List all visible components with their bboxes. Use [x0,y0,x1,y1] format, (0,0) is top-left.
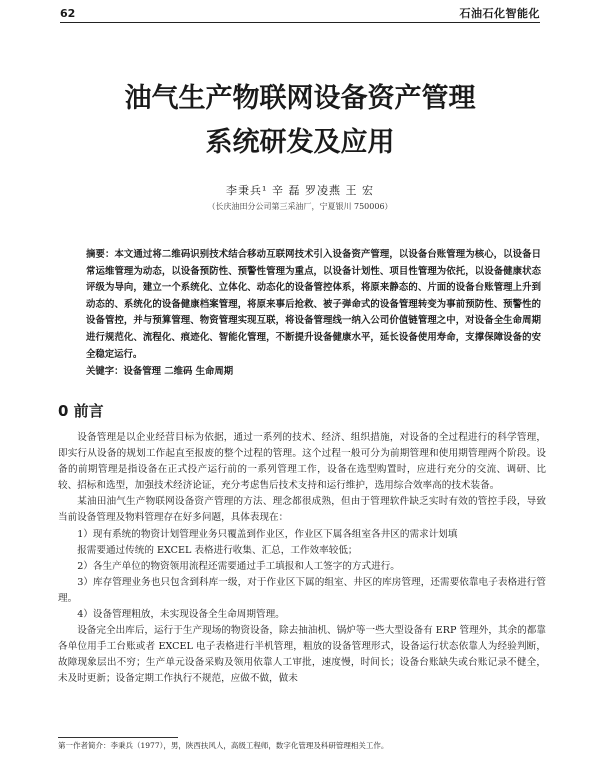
list-item: 1）现有系统的物资计划管理业务只覆盖到作业区，作业区下属各组室各井区的需求计划填 [77,528,458,540]
article-title-line-1: 油气生产物联网设备资产管理 [124,83,476,114]
footnote-divider [58,737,178,738]
author-list: 李秉兵¹ 辛 磊 罗凌燕 王 宏 [226,184,374,197]
abstract-text: 本文通过将二维码识别技术结合移动互联网技术引入设备资产管理，以设备台账管理为核心，以设备日常运维管理为动态，以设备预防性、预警性管理为重点，以设备计划性、项目性管理为依托，以设备健康状态评级为导向，建立一个系统化、立体化、动态化的设备管控体系，将原来静态的、片面的设备台账管理上升到动态的、系统化的设备健康档案管理，将原来事后抢救、被子弹命式的设备管理转变为事前预防性、预警性的设备管控，并与预算管理、物资管理实现互联，将设备管理线一纳入公司价值链管理之中，对设备全生命周期进行规范化、流程化、痕迹化、智能化管理，不断提升设备健康水平，延长设备使用寿命，支撑保障设备的安全稳定运行。 [86,249,541,360]
running-header [60,6,540,23]
footnote-author-bio: 第一作者简介：李秉兵（1977），男，陕西扶风人，高级工程师，数字化管理及科研管理相关工作。 [58,741,389,750]
section-heading-preface: 0 前言 [58,402,104,420]
body-text [58,430,546,688]
paragraph: 设备管理是以企业经营目标为依据，通过一系列的技术、经济、组织措施，对设备的全过程进行的科学管理，即实行从设备的规划工作起直至报废的整个过程的管理。这个过程一般可分为前期管理和使用期管理两个阶段。设备的前期管理是指设备在正式投产运行前的一系列管理工作，设备在选型购置时，应进行充分的交流、调研、比较、招标和选型，加强技术经济论证，充分考虑售后技术支持和运行维护，选用综合效率高的技术装备。 [58,432,546,492]
abstract [86,247,541,363]
journal-name: 石油石化智能化 [459,7,540,20]
list-item-continuation: 报需要通过传统的 EXCEL 表格进行收集、汇总，工作效率较低； [77,544,358,556]
abstract-label: 摘要： [86,249,115,260]
keywords-text: 设备管理 二维码 生命周期 [123,366,234,377]
list-item: 2）各生产单位的物资领用流程还需要通过手工填报和人工签字的方式进行。 [77,560,400,572]
list-item: 3）库存管理业务也只包含到科库一级，对于作业区下属的组室、井区的库房管理，还需要依靠电子表格进行管理。 [58,576,546,604]
page-number: 62 [60,7,76,20]
keywords [86,364,541,381]
paragraph: 设备完全出库后，运行于生产现场的物资设备，除去抽油机、锅炉等一些大型设备有 ERP 管理外，其余的都靠各单位用手工台账或者 EXCEL 电子表格进行半机管理，粗放的设备管理形式，设备运行状态依靠人为经验判断，故障现象层出不穷；生产单元设备采购及领用依靠人工审批，速度慢，时间长；设备台账缺失或台账记录不健全，未及时更新；设备定期工作执行不规范，应做不做，做未 [58,625,546,685]
list-item: 4）设备管理粗放，未实现设备全生命周期管理。 [77,609,285,621]
author-affiliation: （长庆油田分公司第三采油厂，宁夏银川 750006） [207,202,393,211]
keywords-label: 关键字： [86,366,124,377]
article-title-line-2: 系统研发及应用 [205,127,395,158]
paragraph: 某油田油气生产物联网设备资产管理的方法、理念都很成熟，但由于管理软件缺乏实时有效的管控手段，导致当前设备管理及物料管理存在好多问题，具体表现在： [58,496,546,524]
